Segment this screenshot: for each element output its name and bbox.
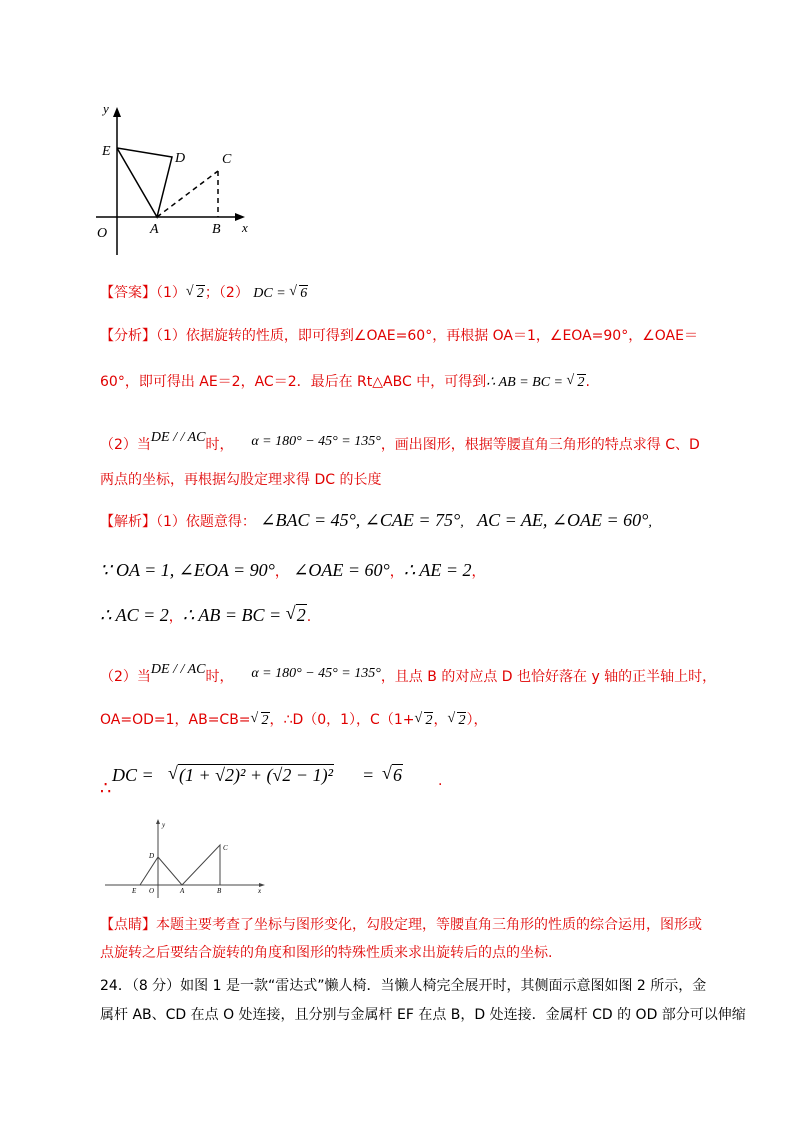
analysis-line-3: （2）当DE / / AC时， α = 180° − 45° = 135°，画出图形，根据等腰直角三角形的特点求得 C、D [100,430,700,453]
analysis-line-1: 【分析】（1）依据旋转的性质，即可得到∠OAE=60°，再根据 OA＝1，∠EOA=90°，∠OAE＝ [100,328,698,344]
solution-line-4: （2）当DE / / AC时， α = 180° − 45° = 135°，且点 B 的对应点 D 也恰好落在 y 轴的正半轴上时， [100,662,717,685]
solution-line-2: ∵ OA = 1, ∠EOA = 90°， ∠OAE = 60°，∴ AE = 2， [100,560,486,580]
fig1-label-x: x [242,220,248,235]
answer-line: 【答案】（1）√ 2；（2） DC = √ 6 [100,283,308,304]
fig2-label-y: y [162,821,166,829]
fig2-label-B: B [217,887,222,895]
fig2-label-C: C [223,844,228,852]
answer-tag: 【答案】 [100,285,156,301]
solution-line-5: OA=OD=1，AB=CB=√ 2，∴D（0，1），C（1+√ 2，√ 2）， [100,710,487,731]
problem-line-1: 24．（8 分）如图 1 是一款“雷达式”懒人椅．当懒人椅完全展开时，其侧面示意图如图 2 所示，金 [100,978,707,994]
analysis-tag: 【分析】 [100,328,156,344]
solution-line-3: ∴ AC = 2，∴ AB = BC = √ 2. [100,605,311,627]
solution-line-1: 【解析】（1）依题意得： ∠BAC = 45°, ∠CAE = 75°, AC = AE, ∠OAE = 60°, [100,510,652,530]
fig1-label-C: C [222,152,232,167]
fig2-label-D: D [149,852,155,860]
problem-line-2: 属杆 AB、CD 在点 O 处连接，且分别与金属杆 EF 在点 B，D 处连接．金属杆 CD 的 OD 部分可以伸缩 [100,1007,746,1023]
fig2-label-x: x [258,887,262,895]
comment-line-2: 点旋转之后要结合旋转的角度和图形的特殊性质来求出旋转后的点的坐标. [100,945,553,961]
fig2-label-O: O [149,887,155,895]
fig1-label-B: B [212,222,221,237]
fig2-label-A: A [180,887,185,895]
analysis-line-4: 两点的坐标，再根据勾股定理求得 DC 的长度 [100,472,382,488]
figure-2 [100,818,270,898]
fig1-label-E: E [102,144,111,159]
fig2-label-E: E [132,887,137,895]
analysis-line-2: 60°，即可得出 AE＝2，AC＝2．最后在 Rt△ABC 中，可得到∴ AB = BC = √ 2. [100,372,590,393]
fig1-label-A: A [150,222,159,237]
fig1-label-D: D [175,151,186,166]
comment-tag: 【点睛】 [100,917,156,933]
fig1-label-y: y [103,101,109,116]
solution-tag: 【解析】 [100,514,156,530]
fig1-label-O: O [97,226,108,241]
figure-1 [90,95,260,265]
comment-line-1: 【点睛】本题主要考查了坐标与图形变化，勾股定理，等腰直角三角形的性质的综合运用，图形或 [100,917,702,933]
